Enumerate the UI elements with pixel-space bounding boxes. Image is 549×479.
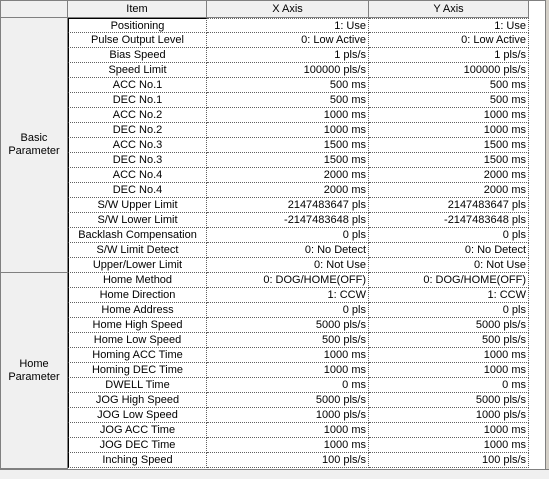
- x-axis-value-cell[interactable]: 2000 ms: [207, 168, 369, 183]
- column-header-item[interactable]: Item: [68, 1, 207, 18]
- x-axis-value-cell[interactable]: 0: Not Use: [207, 258, 369, 273]
- y-axis-value-cell[interactable]: 5000 pls/s: [369, 393, 529, 408]
- y-axis-value-cell[interactable]: 500 ms: [369, 93, 529, 108]
- x-axis-value-cell[interactable]: 1000 ms: [207, 423, 369, 438]
- parameter-row: [68, 258, 545, 273]
- x-axis-value-cell[interactable]: 1 pls/s: [207, 48, 369, 63]
- x-axis-value-cell[interactable]: 5000 pls/s: [207, 393, 369, 408]
- row-item-label: Homing ACC Time: [68, 348, 207, 363]
- row-item-label: Home Direction: [68, 288, 207, 303]
- x-axis-value-cell[interactable]: 1: CCW: [207, 288, 369, 303]
- row-item-label: JOG ACC Time: [68, 423, 207, 438]
- column-header-x-axis[interactable]: X Axis: [207, 1, 369, 18]
- y-axis-value-cell[interactable]: 1500 ms: [369, 153, 529, 168]
- row-item-label: JOG High Speed: [68, 393, 207, 408]
- row-item-label: S/W Upper Limit: [68, 198, 207, 213]
- x-axis-value-cell[interactable]: 0 pls: [207, 228, 369, 243]
- group-label-line: Basic: [20, 132, 48, 144]
- x-axis-value-cell[interactable]: 0 pls: [207, 303, 369, 318]
- y-axis-value-cell[interactable]: 1000 ms: [369, 123, 529, 138]
- row-item-label: Positioning: [68, 18, 207, 33]
- row-item-label: Home Address: [68, 303, 207, 318]
- parameter-row: [68, 288, 545, 303]
- parameter-row: [68, 123, 545, 138]
- x-axis-value-cell[interactable]: 500 pls/s: [207, 333, 369, 348]
- x-axis-value-cell[interactable]: 2000 ms: [207, 183, 369, 198]
- y-axis-value-cell[interactable]: 0: Not Use: [369, 258, 529, 273]
- x-axis-value-cell[interactable]: 500 ms: [207, 78, 369, 93]
- parameter-row: [68, 198, 545, 213]
- row-item-label: DEC No.3: [68, 153, 207, 168]
- row-item-label: ACC No.4: [68, 168, 207, 183]
- parameter-row: [68, 93, 545, 108]
- parameter-row: [68, 48, 545, 63]
- row-item-label: ACC No.1: [68, 78, 207, 93]
- row-item-label: S/W Limit Detect: [68, 243, 207, 258]
- row-item-label: JOG Low Speed: [68, 408, 207, 423]
- group-label-line: Parameter: [8, 145, 60, 157]
- x-axis-value-cell[interactable]: 0: DOG/HOME(OFF): [207, 273, 369, 288]
- parameter-row: [68, 408, 545, 423]
- row-item-label: ACC No.3: [68, 138, 207, 153]
- parameter-row: [68, 393, 545, 408]
- y-axis-value-cell[interactable]: 2000 ms: [369, 183, 529, 198]
- horizontal-scrollbar-area[interactable]: [0, 469, 549, 479]
- parameter-row: [68, 423, 545, 438]
- row-item-label: S/W Lower Limit: [68, 213, 207, 228]
- row-item-label: Home High Speed: [68, 318, 207, 333]
- parameter-row: [68, 138, 545, 153]
- y-axis-value-cell[interactable]: 500 pls/s: [369, 333, 529, 348]
- group-label-line: Parameter: [8, 370, 60, 383]
- x-axis-value-cell[interactable]: 100000 pls/s: [207, 63, 369, 78]
- row-item-label: Home Low Speed: [68, 333, 207, 348]
- grid-blank-area: [529, 18, 545, 469]
- y-axis-value-cell[interactable]: 500 ms: [369, 78, 529, 93]
- x-axis-value-cell[interactable]: 1: Use: [207, 18, 369, 33]
- parameter-row: [68, 78, 545, 93]
- row-item-label: Upper/Lower Limit: [68, 258, 207, 273]
- parameter-row: [68, 228, 545, 243]
- parameter-row: [68, 363, 545, 378]
- x-axis-value-cell[interactable]: 1000 ms: [207, 108, 369, 123]
- vertical-scrollbar-edge[interactable]: [545, 0, 549, 479]
- row-item-label: Home Method: [68, 273, 207, 288]
- x-axis-value-cell[interactable]: 1000 ms: [207, 348, 369, 363]
- x-axis-value-cell[interactable]: 1000 pls/s: [207, 408, 369, 423]
- header-corner: [1, 1, 68, 18]
- y-axis-value-cell[interactable]: 1: Use: [369, 18, 529, 33]
- parameter-row: [68, 168, 545, 183]
- parameter-row: [68, 153, 545, 168]
- y-axis-value-cell[interactable]: 1000 ms: [369, 363, 529, 378]
- y-axis-value-cell[interactable]: 0 ms: [369, 378, 529, 393]
- x-axis-value-cell[interactable]: 1500 ms: [207, 138, 369, 153]
- parameter-row: [68, 438, 545, 453]
- y-axis-value-cell[interactable]: 2000 ms: [369, 168, 529, 183]
- y-axis-value-cell[interactable]: 1000 ms: [369, 108, 529, 123]
- x-axis-value-cell[interactable]: 1500 ms: [207, 153, 369, 168]
- x-axis-value-cell[interactable]: 100 pls/s: [207, 453, 369, 468]
- x-axis-value-cell[interactable]: 1000 ms: [207, 438, 369, 453]
- row-item-label: ACC No.2: [68, 108, 207, 123]
- row-item-label: DWELL Time: [68, 378, 207, 393]
- y-axis-value-cell[interactable]: 1000 ms: [369, 348, 529, 363]
- group-basic-parameter: [1, 18, 68, 273]
- column-header-y-axis[interactable]: Y Axis: [369, 1, 529, 18]
- y-axis-value-cell[interactable]: -2147483648 pls: [369, 213, 529, 228]
- row-item-label: Pulse Output Level: [68, 33, 207, 48]
- y-axis-value-cell[interactable]: 1: CCW: [369, 288, 529, 303]
- row-item-label: Speed Limit: [68, 63, 207, 78]
- y-axis-value-cell[interactable]: 1000 pls/s: [369, 408, 529, 423]
- x-axis-value-cell[interactable]: 2147483647 pls: [207, 198, 369, 213]
- y-axis-value-cell[interactable]: 100 pls/s: [369, 453, 529, 468]
- parameter-row: [68, 453, 545, 468]
- parameter-row: [68, 378, 545, 393]
- parameter-row: [68, 333, 545, 348]
- x-axis-value-cell[interactable]: 5000 pls/s: [207, 318, 369, 333]
- parameter-row: [68, 318, 545, 333]
- y-axis-value-cell[interactable]: 0: No Detect: [369, 243, 529, 258]
- y-axis-value-cell[interactable]: 0 pls: [369, 228, 529, 243]
- x-axis-value-cell[interactable]: 500 ms: [207, 93, 369, 108]
- y-axis-value-cell[interactable]: 1500 ms: [369, 138, 529, 153]
- y-axis-value-cell[interactable]: 100000 pls/s: [369, 63, 529, 78]
- row-item-label: Backlash Compensation: [68, 228, 207, 243]
- y-axis-value-cell[interactable]: 2147483647 pls: [369, 198, 529, 213]
- parameter-row: [68, 303, 545, 318]
- row-item-label: JOG DEC Time: [68, 438, 207, 453]
- parameter-row: [68, 273, 545, 288]
- parameter-row: [68, 18, 545, 33]
- parameter-row: [68, 348, 545, 363]
- group-label-line: Home: [19, 357, 49, 370]
- y-axis-value-cell[interactable]: 1000 ms: [369, 438, 529, 453]
- x-axis-value-cell[interactable]: 0: No Detect: [207, 243, 369, 258]
- parameter-row: [68, 108, 545, 123]
- parameter-row: [68, 213, 545, 228]
- parameter-row: [68, 63, 545, 78]
- parameter-row: [68, 33, 545, 48]
- row-item-label: Inching Speed: [68, 453, 207, 468]
- row-item-label: Homing DEC Time: [68, 363, 207, 378]
- row-item-label: Bias Speed: [68, 48, 207, 63]
- y-axis-value-cell[interactable]: 0: DOG/HOME(OFF): [369, 273, 529, 288]
- x-axis-value-cell[interactable]: 0: Low Active: [207, 33, 369, 48]
- parameter-row: [68, 183, 545, 198]
- x-axis-value-cell[interactable]: 1000 ms: [207, 363, 369, 378]
- row-item-label: DEC No.4: [68, 183, 207, 198]
- y-axis-value-cell[interactable]: 0: Low Active: [369, 33, 529, 48]
- y-axis-value-cell[interactable]: 0 pls: [369, 303, 529, 318]
- x-axis-value-cell[interactable]: -2147483648 pls: [207, 213, 369, 228]
- y-axis-value-cell[interactable]: 1 pls/s: [369, 48, 529, 63]
- parameter-row: [68, 243, 545, 258]
- row-item-label: DEC No.1: [68, 93, 207, 108]
- x-axis-value-cell[interactable]: 0 ms: [207, 378, 369, 393]
- group-home-parameter: [1, 273, 68, 469]
- y-axis-value-cell[interactable]: 5000 pls/s: [369, 318, 529, 333]
- row-item-label: DEC No.2: [68, 123, 207, 138]
- x-axis-value-cell[interactable]: 1000 ms: [207, 123, 369, 138]
- y-axis-value-cell[interactable]: 1000 ms: [369, 423, 529, 438]
